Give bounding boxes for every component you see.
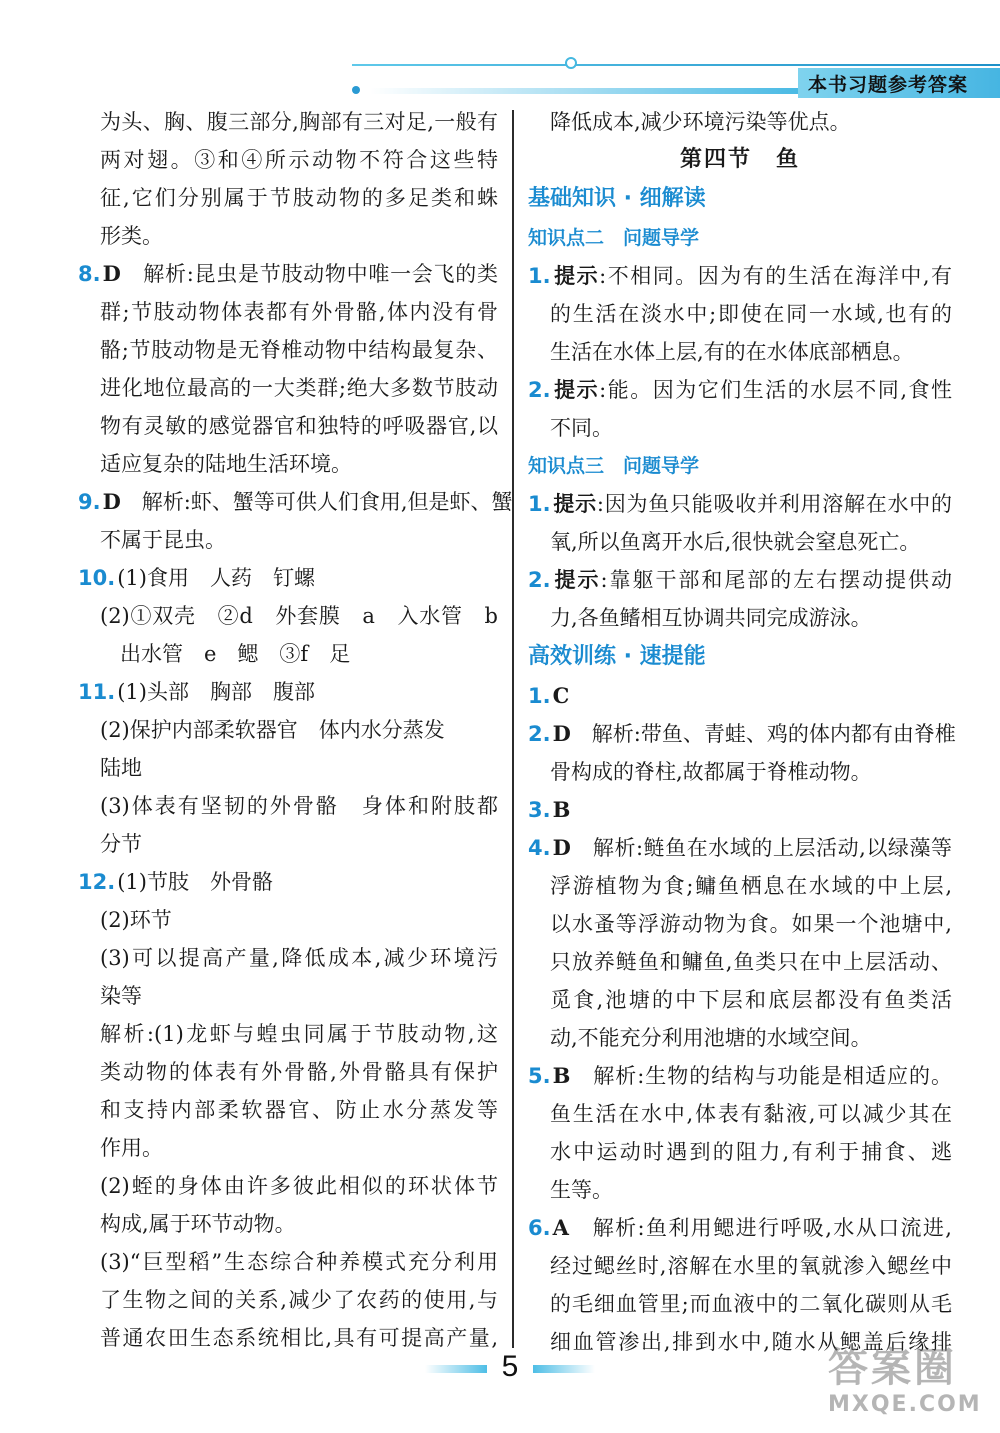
answer-line xyxy=(78,445,498,483)
answer-text: 解析:昆虫是节肢动物中唯一会飞的类 xyxy=(120,262,498,286)
answer-text: 解析:虾、蟹等可供人们食用,但是虾、蟹 xyxy=(120,490,513,514)
answer-text: 普通农田生态系统相比,具有可提高产量, xyxy=(100,1326,498,1350)
answer-key: D xyxy=(552,721,571,746)
header-tag xyxy=(798,68,1000,98)
answer-line xyxy=(528,371,952,409)
question-number: 8. xyxy=(78,262,101,286)
answer-line xyxy=(78,1015,498,1053)
answer-text: (3)体表有坚韧的外骨骼 身体和附肢都 xyxy=(100,794,498,818)
answer-key: B xyxy=(552,1063,571,1088)
question-number: 1. xyxy=(528,684,551,708)
answer-line xyxy=(78,597,498,635)
answer-line xyxy=(78,255,498,293)
answer-line xyxy=(528,257,952,295)
answer-line xyxy=(78,103,498,141)
answer-line xyxy=(528,867,952,905)
answer-line xyxy=(528,715,956,753)
answer-text: (1)食用 人药 钉螺 xyxy=(117,566,315,590)
answer-line xyxy=(78,673,498,711)
page-number: 5 xyxy=(501,1350,519,1383)
answer-key: A xyxy=(552,1215,569,1240)
answer-line xyxy=(78,331,498,369)
answer-text: 解析:鱼利用鳃进行呼吸,水从口流进, xyxy=(568,1216,952,1240)
answer-text: 觅食,池塘的中下层和底层都没有鱼类活 xyxy=(550,988,952,1012)
answer-line xyxy=(528,677,952,715)
answer-line xyxy=(528,1133,952,1171)
answer-line xyxy=(528,523,952,561)
answer-text: 细血管渗出,排到水中,随水从鳃盖后缘排 xyxy=(550,1330,952,1354)
footer-bar-right xyxy=(533,1365,595,1373)
answer-text: 解析:带鱼、青蛙、鸡的体内都有由脊椎 xyxy=(570,722,956,746)
answer-line xyxy=(528,599,952,637)
answer-text: 两对翅。③和④所示动物不符合这些特 xyxy=(100,148,498,172)
subsection-heading: 知识点三 问题导学 xyxy=(528,455,700,477)
answer-line xyxy=(78,711,498,749)
question-number: 1. xyxy=(528,264,551,288)
answer-line xyxy=(78,901,498,939)
answer-line xyxy=(528,829,952,867)
question-number: 4. xyxy=(528,836,551,860)
answer-line xyxy=(78,635,498,673)
answer-text: (2)①双壳 ②d 外套膜 a 入水管 b xyxy=(100,604,498,628)
answer-line xyxy=(528,1057,952,1095)
answer-line xyxy=(78,407,498,445)
answer-text: 构成,属于环节动物。 xyxy=(100,1212,296,1236)
header-ring-ornament xyxy=(565,57,577,69)
answer-text: 骼;节肢动物是无脊椎动物中结构最复杂、 xyxy=(100,338,498,362)
left-column xyxy=(78,103,513,1357)
answer-line xyxy=(78,1129,498,1167)
answer-text: (1)节肢 外骨骼 xyxy=(117,870,273,894)
answer-line xyxy=(78,863,498,901)
answer-text: 的毛细血管里;而血液中的二氧化碳则从毛 xyxy=(550,1292,952,1316)
answer-text: (1)头部 胸部 腹部 xyxy=(117,680,315,704)
question-number: 5. xyxy=(528,1064,551,1088)
answer-line xyxy=(528,1209,952,1247)
section-heading: 高效训练 · 速提能 xyxy=(528,644,706,669)
answer-line xyxy=(528,561,952,599)
question-number: 2. xyxy=(528,378,551,402)
answer-text: 出水管 e 鳃 ③f 足 xyxy=(120,642,351,666)
question-number: 1. xyxy=(528,492,551,516)
answer-text: :不相同。因为有的生活在海洋中,有 xyxy=(599,264,953,288)
header-gradient-bar xyxy=(370,88,798,94)
answer-line xyxy=(78,293,498,331)
watermark-logo xyxy=(828,1345,998,1430)
answer-line xyxy=(528,333,952,371)
footer-bar-left xyxy=(425,1365,487,1373)
answer-text: 鱼生活在水中,体表有黏液,可以减少其在 xyxy=(550,1102,952,1126)
answer-text: :因为鱼只能吸收并利用溶解在水中的 xyxy=(596,492,952,516)
answer-line xyxy=(528,1247,952,1285)
answer-text: 解析:生物的结构与功能是相适应的。 xyxy=(570,1064,952,1088)
answer-line xyxy=(78,787,498,825)
right-column xyxy=(528,103,956,1361)
answer-text: 为头、胸、腹三部分,胸部有三对足,一般有 xyxy=(100,110,498,134)
section-title: 第四节 鱼 xyxy=(679,147,800,172)
answer-text: (2)保护内部柔软器官 体内水分蒸发 xyxy=(100,718,445,742)
answer-text: 骨构成的脊柱,故都属于脊椎动物。 xyxy=(550,760,872,784)
answer-text: 形类。 xyxy=(100,224,163,248)
column-divider xyxy=(512,110,514,1348)
answer-text: 解析:(1)龙虾与蝗虫同属于节肢动物,这 xyxy=(100,1022,498,1046)
answer-text: 征,它们分别属于节肢动物的多足类和蛛 xyxy=(100,186,498,210)
subsection-heading: 知识点二 问题导学 xyxy=(528,227,700,249)
answer-line xyxy=(78,749,498,787)
answer-key: D xyxy=(102,261,121,286)
answer-line xyxy=(78,977,498,1015)
answer-text: 浮游植物为食;鳙鱼栖息在水域的中上层, xyxy=(550,874,952,898)
answer-text: 降低成本,减少环境污染等优点。 xyxy=(550,110,851,134)
answer-line xyxy=(78,1243,498,1281)
answer-line xyxy=(528,295,952,333)
answer-line xyxy=(78,141,498,179)
answer-text: 不同。 xyxy=(550,416,613,440)
header-dot-ornament xyxy=(352,86,360,94)
watermark-url: MXQE.COM xyxy=(828,1392,982,1417)
answer-text: 作用。 xyxy=(100,1136,163,1160)
answer-key: 提示 xyxy=(552,263,600,288)
header-rule xyxy=(352,64,1000,66)
answer-text: 和支持内部柔软器官、防止水分蒸发等 xyxy=(100,1098,498,1122)
answer-key: C xyxy=(552,683,570,708)
header-title: 本书习题参考答案 xyxy=(808,73,969,96)
question-number: 2. xyxy=(528,722,551,746)
answer-text: :靠躯干部和尾部的左右摆动提供动 xyxy=(600,568,952,592)
answer-text: (3)“巨型稻”生态综合种养模式充分利用 xyxy=(100,1250,498,1274)
answer-text: 水中运动时遇到的阻力,有利于捕食、逃 xyxy=(550,1140,952,1164)
page-footer xyxy=(425,1352,595,1388)
answer-text: 氧,所以鱼离开水后,很快就会窒息死亡。 xyxy=(550,530,921,554)
answer-line xyxy=(78,217,498,255)
answer-line xyxy=(528,981,952,1019)
answer-text: 的生活在淡水中;即使在同一水域,也有的 xyxy=(550,302,952,326)
answer-line xyxy=(528,1171,952,1209)
answer-text: 生活在水体上层,有的在水体底部栖息。 xyxy=(550,340,914,364)
answer-key: 提示 xyxy=(552,377,600,402)
answer-key: D xyxy=(552,835,571,860)
answer-text: 只放养鲢鱼和鳙鱼,鱼类只在中上层活动、 xyxy=(550,950,952,974)
answer-line xyxy=(528,791,952,829)
answer-text: (2)蛭的身体由许多彼此相似的环状体节 xyxy=(100,1174,498,1198)
question-number: 10. xyxy=(78,566,116,590)
answer-text: 经过鳃丝时,溶解在水里的氧就渗入鳃丝中 xyxy=(550,1254,952,1278)
answer-line xyxy=(528,943,952,981)
answer-text: 力,各鱼鳍相互协调共同完成游泳。 xyxy=(550,606,872,630)
question-number: 6. xyxy=(528,1216,551,1240)
question-number: 2. xyxy=(528,568,551,592)
answer-line xyxy=(528,409,952,447)
answer-line xyxy=(528,103,952,141)
answer-text: 群;节肢动物体表都有外骨骼,体内没有骨 xyxy=(100,300,498,324)
answer-text: 分节 xyxy=(100,832,142,856)
answer-text: 不属于昆虫。 xyxy=(100,528,226,552)
question-number: 3. xyxy=(528,798,551,822)
section-heading: 基础知识 · 细解读 xyxy=(528,186,706,211)
answer-text: 了生物之间的关系,减少了农药的使用,与 xyxy=(100,1288,498,1312)
answer-line xyxy=(78,483,513,521)
answer-line xyxy=(78,521,498,559)
answer-text: 解析:鲢鱼在水域的上层活动,以绿藻等 xyxy=(570,836,952,860)
answer-key: 提示 xyxy=(552,491,597,516)
answer-line xyxy=(78,1091,498,1129)
answer-text: 以水蚤等浮游动物为食。如果一个池塘中, xyxy=(550,912,952,936)
watermark-text: 答案圈 xyxy=(828,1345,957,1391)
answer-key: 提示 xyxy=(552,567,601,592)
answer-text: 生等。 xyxy=(550,1178,613,1202)
answer-line xyxy=(78,1205,498,1243)
answer-text: 进化地位最高的一大类群;绝大多数节肢动 xyxy=(100,376,498,400)
answer-text: 适应复杂的陆地生活环境。 xyxy=(100,452,352,476)
answer-line xyxy=(528,485,952,523)
answer-line xyxy=(78,559,498,597)
question-number: 12. xyxy=(78,870,116,894)
answer-text: (2)环节 xyxy=(100,908,172,932)
answer-line xyxy=(78,939,498,977)
answer-line xyxy=(78,825,498,863)
answer-key: B xyxy=(552,797,571,822)
answer-line xyxy=(528,753,952,791)
answer-line xyxy=(78,179,498,217)
answer-line xyxy=(528,1019,952,1057)
answer-key: D xyxy=(102,489,121,514)
answer-text: :能。因为它们生活的水层不同,食性 xyxy=(599,378,953,402)
question-number: 11. xyxy=(78,680,116,704)
answer-line xyxy=(528,1285,952,1323)
question-number: 9. xyxy=(78,490,101,514)
answer-line xyxy=(78,1053,498,1091)
answer-line xyxy=(78,1167,498,1205)
answer-text: 动,不能充分利用池塘的水域空间。 xyxy=(550,1026,872,1050)
answer-text: 类动物的体表有外骨骼,外骨骼具有保护 xyxy=(100,1060,498,1084)
answer-text: (3)可以提高产量,降低成本,减少环境污 xyxy=(100,946,498,970)
answer-text: 陆地 xyxy=(100,756,142,780)
answer-text: 染等 xyxy=(100,984,142,1008)
answer-line xyxy=(528,905,952,943)
answer-line xyxy=(78,369,498,407)
answer-line xyxy=(78,1281,498,1319)
answer-text: 物有灵敏的感觉器官和独特的呼吸器官,以 xyxy=(100,414,498,438)
answer-line xyxy=(528,1095,952,1133)
